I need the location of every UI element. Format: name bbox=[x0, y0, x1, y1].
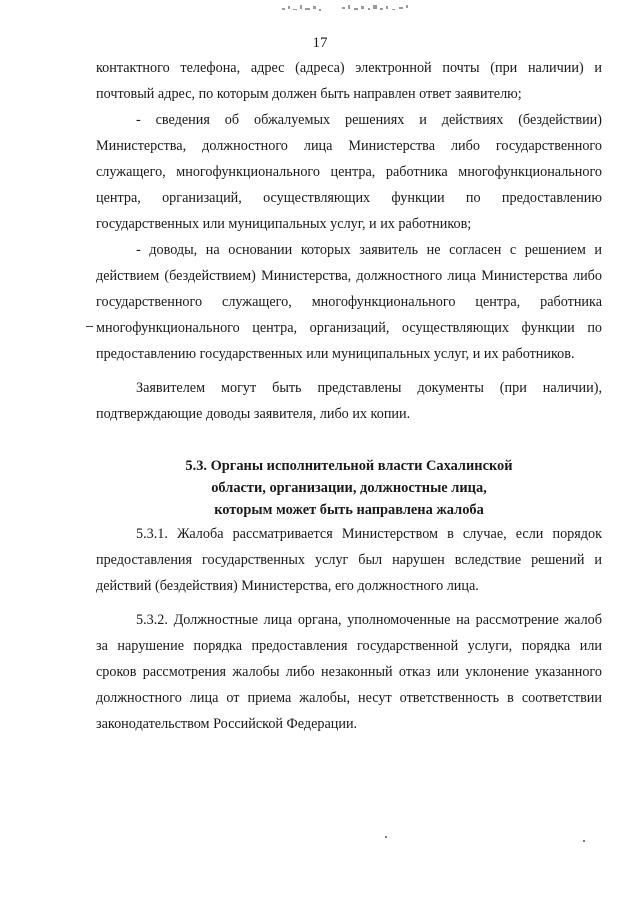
scan-speck bbox=[385, 836, 387, 838]
list-item: - доводы, на основании которых заявитель не согласен с решением и действием (бездействием) Министерства, должностного лица Министерства либо государственного служащего, многофункционального центра, работника многофункционального центра, организаций, осуществляющих функции по предоставлению государственных или муниципальных услуг, и их работников. bbox=[96, 242, 602, 362]
page-number: 17 bbox=[312, 35, 328, 51]
scan-speck bbox=[583, 840, 585, 842]
section-heading-line: 5.3. Органы исполнительной власти Сахалинской bbox=[185, 458, 513, 474]
section-heading-line: которым может быть направлена жалоба bbox=[214, 502, 484, 518]
margin-mark bbox=[86, 326, 93, 327]
paragraph: контактного телефона, адрес (адреса) электронной почты (при наличии) и почтовый адрес, по которым должен быть направлен ответ заявителю; bbox=[96, 60, 602, 102]
paragraph: 5.3.2. Должностные лица органа, уполномоченные на рассмотрение жалоб за нарушение порядка предоставления государственной услуги, порядка или сроков рассмотрения жалобы либо незаконный отказ или уклонение указанного должностного лица от приема жалобы, несут ответственность в соответствии законодательством Российской Федерации. bbox=[96, 612, 602, 732]
scan-artifact bbox=[280, 2, 430, 16]
document-body bbox=[96, 55, 602, 737]
section-heading-line: области, организации, должностные лица, bbox=[211, 480, 487, 496]
paragraph: Заявителем могут быть представлены документы (при наличии), подтверждающие доводы заявителя, либо их копии. bbox=[96, 380, 602, 422]
list-item: - сведения об обжалуемых решениях и действиях (бездействии) Министерства, должностного лица Министерства либо государственного служащего, многофункционального центра, работника многофункционального центра, организаций, осуществляющих функции по предоставлению государственных или муниципальных услуг, и их работников; bbox=[96, 112, 602, 232]
section-heading bbox=[96, 455, 602, 521]
paragraph: 5.3.1. Жалоба рассматривается Министерством в случае, если порядок предоставления государственных услуг был нарушен вследствие решений и действий (бездействия) Министерства, его должностного лица. bbox=[96, 526, 602, 594]
